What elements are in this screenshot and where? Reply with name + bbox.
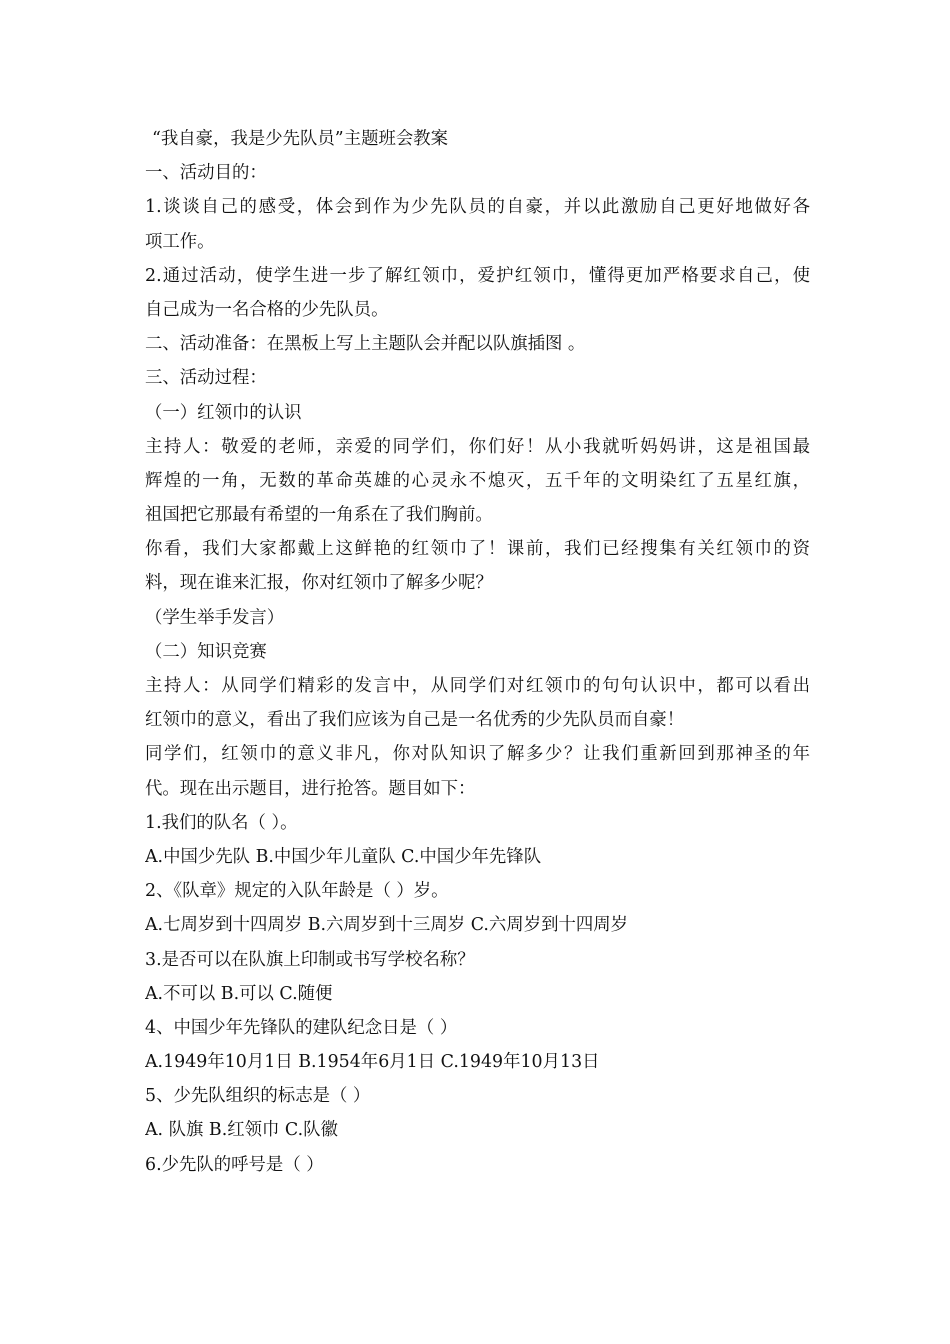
quiz-options: A.七周岁到十四周岁 B.六周岁到十三周岁 C.六周岁到十四周岁	[145, 915, 629, 936]
subsection-heading: （二）知识竞赛	[145, 641, 267, 662]
section-heading-process: 三、活动过程：	[145, 368, 267, 389]
document-title: “我自豪，我是少先队员”主题班会教案	[152, 129, 449, 149]
paragraph-line: 2.通过活动，使学生进一步了解红领巾，爱护红领巾，懂得更加严格要求自己，使	[145, 265, 810, 286]
quiz-options: A.1949年10月1日 B.1954年6月1日 C.1949年10月13日	[145, 1052, 600, 1073]
quiz-question: 4、中国少年先锋队的建队纪念日是（ ）	[145, 1017, 458, 1038]
paragraph-line: 代。现在出示题目，进行抢答。题目如下：	[145, 778, 476, 799]
quiz-options: A.不可以 B.可以 C.随便	[145, 983, 333, 1004]
section-heading-purpose: 一、活动目的：	[145, 163, 267, 184]
paragraph-line: （学生举手发言）	[145, 607, 285, 628]
paragraph-line: 祖国把它那最有希望的一角系在了我们胸前。	[145, 505, 493, 526]
paragraph-line: 同学们，红领巾的意义非凡，你对队知识了解多少？让我们重新回到那神圣的年	[145, 744, 810, 765]
paragraph-line: 自己成为一名合格的少先队员。	[145, 299, 389, 320]
quiz-question: 3.是否可以在队旗上印制或书写学校名称？	[145, 949, 475, 970]
quiz-options: A.中国少先队 B.中国少年儿童队 C.中国少年先锋队	[145, 846, 542, 867]
paragraph-line: 项工作。	[145, 231, 215, 252]
paragraph-line: 主持人：从同学们精彩的发言中，从同学们对红领巾的句句认识中，都可以看出	[145, 676, 810, 696]
quiz-question: 1.我们的队名（ ）。	[145, 812, 298, 833]
paragraph-line: 辉煌的一角，无数的革命英雄的心灵永不熄灭，五千年的文明染红了五星红旗，	[145, 470, 810, 491]
quiz-question: 2、《队章》规定的入队年龄是（ ）岁。	[145, 881, 449, 902]
quiz-question: 6.少先队的呼号是（ ）	[145, 1154, 324, 1175]
paragraph-line: 红领巾的意义，看出了我们应该为自己是一名优秀的少先队员而自豪！	[145, 710, 685, 731]
paragraph-line: 主持人：敬爱的老师，亲爱的同学们，你们好！从小我就听妈妈讲，这是祖国最	[145, 436, 810, 457]
quiz-options: A. 队旗 B.红领巾 C.队徽	[145, 1120, 338, 1141]
quiz-question: 5、少先队组织的标志是（ ）	[145, 1086, 371, 1107]
paragraph-line: 你看，我们大家都戴上这鲜艳的红领巾了！课前，我们已经搜集有关红领巾的资	[145, 539, 810, 560]
section-heading-preparation: 二、活动准备：在黑板上写上主题队会并配以队旗插图 。	[145, 334, 586, 355]
document-body	[145, 122, 810, 1182]
paragraph-line: 料，现在谁来汇报，你对红领巾了解多少呢？	[145, 573, 493, 594]
subsection-heading: （一）红领巾的认识	[145, 402, 302, 423]
paragraph-line: 1.谈谈自己的感受，体会到作为少先队员的自豪，并以此激励自己更好地做好各	[145, 197, 810, 218]
